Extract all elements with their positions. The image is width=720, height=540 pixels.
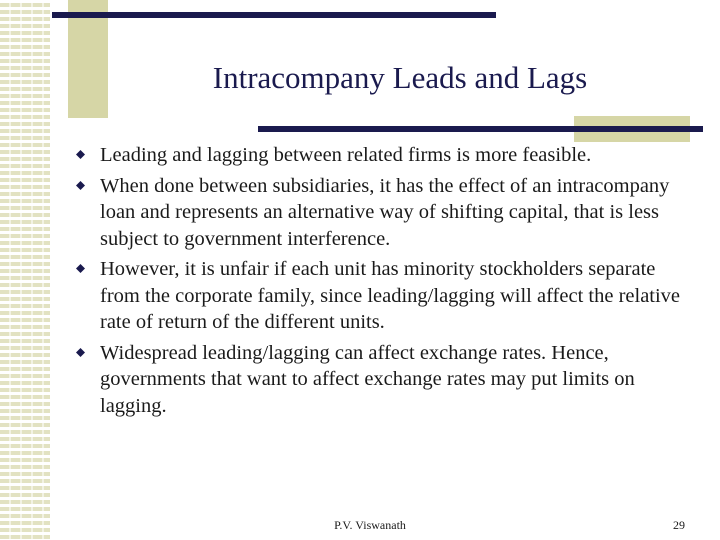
bullet-text: When done between subsidiaries, it has the effect of an intracompany loan and represents an alternative way of shifting capital, that is less subject to government interference. (100, 174, 670, 250)
top-rule (52, 12, 496, 18)
bullet-text: Widespread leading/lagging can affect exchange rates. Hence, governments that want to affect exchange rates may put limits on lagging. (100, 341, 635, 417)
bullet-list (72, 142, 692, 423)
bullet-item-2 (72, 173, 692, 253)
bullet-item-1 (72, 142, 692, 169)
diamond-bullet-icon (76, 150, 85, 159)
bullet-item-3 (72, 256, 692, 336)
slide-title: Intracompany Leads and Lags (212, 60, 588, 95)
diamond-bullet-icon (76, 264, 85, 273)
footer-author: P.V. Viswanath (334, 518, 406, 532)
page-number: 29 (673, 518, 685, 532)
diamond-bullet-icon (76, 181, 85, 190)
decorative-stripes (0, 0, 50, 540)
bullet-item-4 (72, 340, 692, 420)
bullet-text: Leading and lagging between related firms is more feasible. (100, 144, 592, 166)
title-underline-rule (258, 126, 703, 132)
diamond-bullet-icon (76, 348, 85, 357)
bullet-text: However, it is unfair if each unit has minority stockholders separate from the corporate family, since leading/lagging will affect the relative rate of return of the different units. (100, 258, 681, 333)
